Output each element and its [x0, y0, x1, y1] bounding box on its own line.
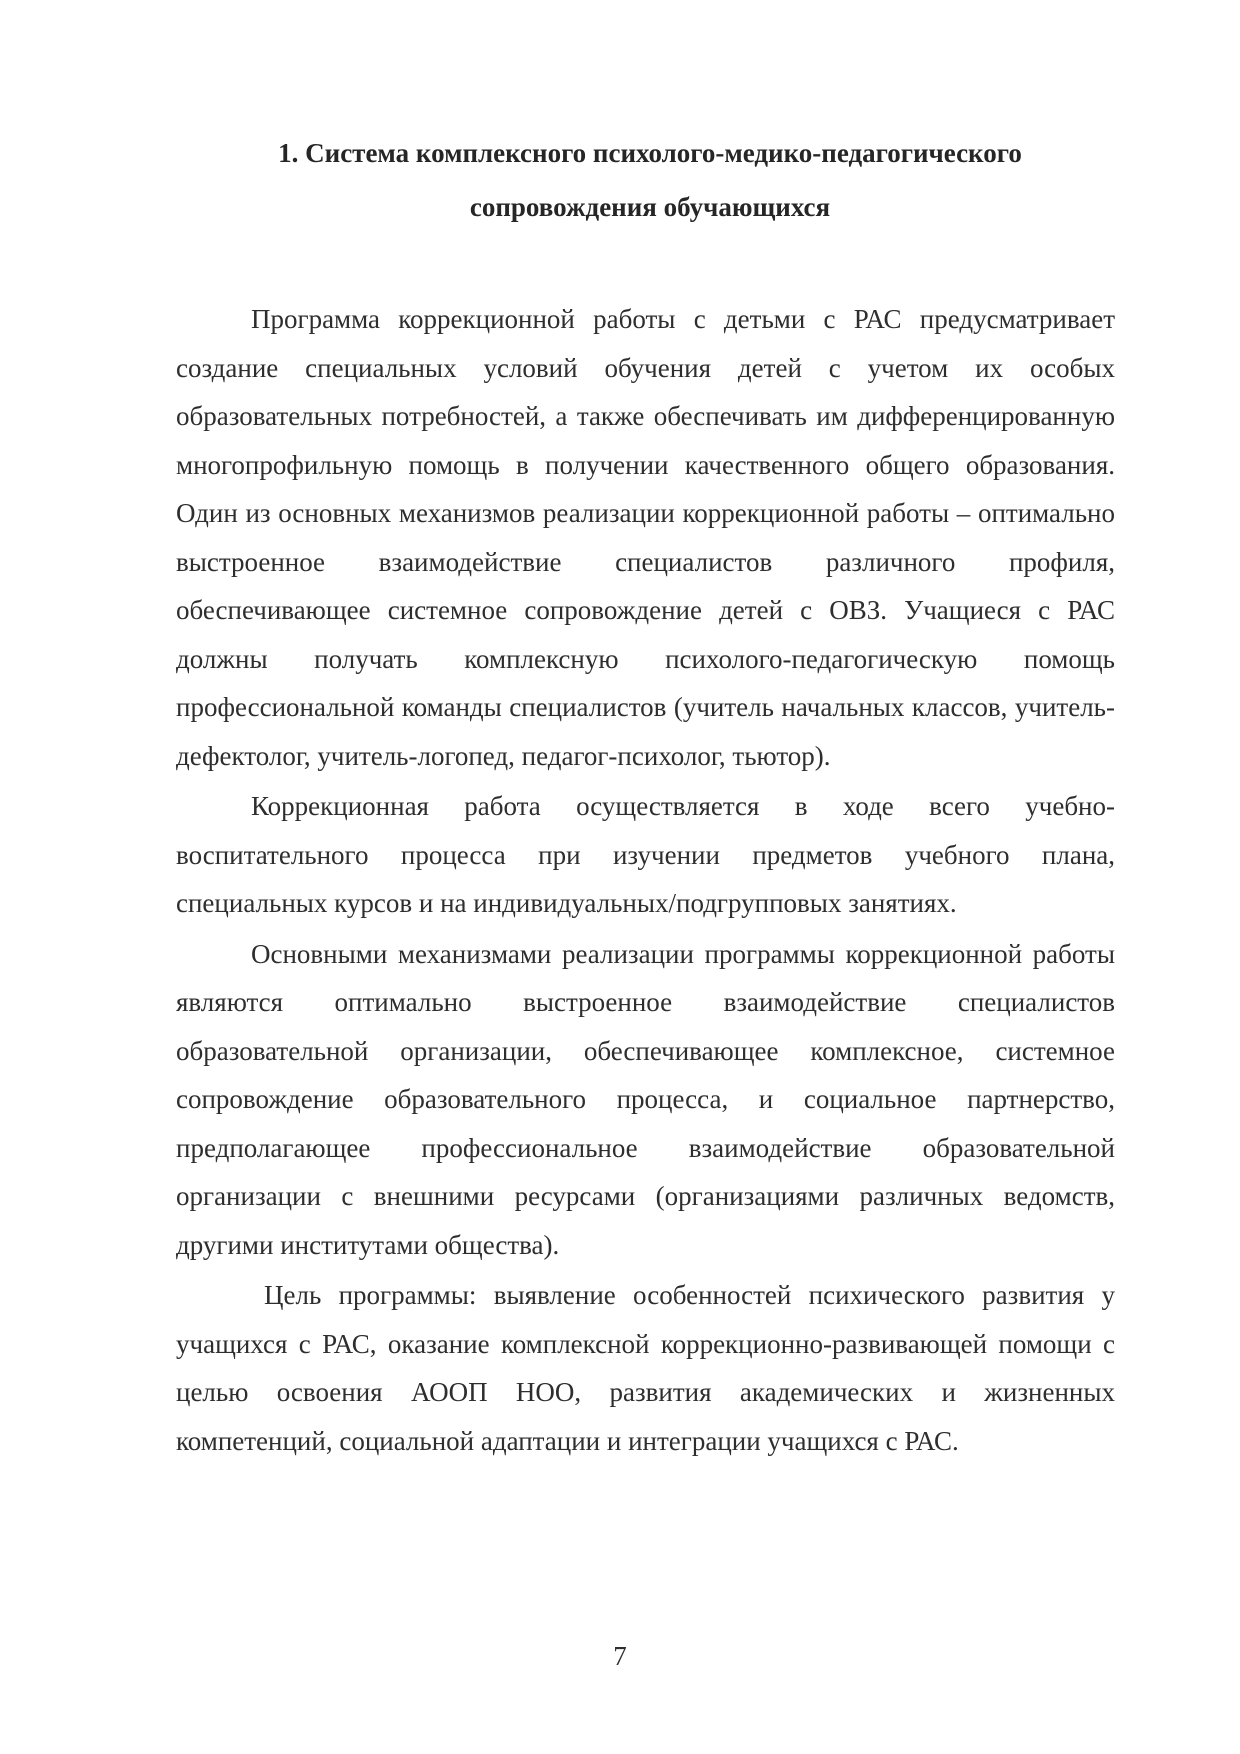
body-text	[176, 295, 1115, 1467]
paragraph-program-goal: Цель программы: выявление особенностей психического развития у учащихся с РАС, оказание комплексной коррекционно-развивающей помощи с целью освоения АООП НОО, развития академических и жизненных компетенций, социальной адаптации и интеграции учащихся с РАС.	[176, 1280, 1115, 1456]
section-heading-line-1: 1. Система комплексного психолого-медико-педагогического	[278, 138, 1022, 169]
paragraph-mechanisms: Основными механизмами реализации программы коррекционной работы являются оптимально выстроенное взаимодействие специалистов образовательной организации, обеспечивающее комплексное, системное сопровождение образовательного процесса, и социальное партнерство, предполагающее профессиональное взаимодействие образовательной организации с внешними ресурсами (организациями различных ведомств, другими институтами общества).	[176, 938, 1115, 1260]
section-heading	[160, 126, 1140, 234]
paragraph-program-overview: Программа коррекционной работы с детьми с РАС предусматривает создание специальных условий обучения детей с учетом их особых образовательных потребностей, а также обеспечивать им дифференцированную многопрофильную помощь в получении качественного общего образования. Один из основных механизмов реализации коррекционной работы – оптимально выстроенное взаимодействие специалистов различного профиля, обеспечивающее системное сопровождение детей с ОВЗ. Учащиеся с РАС должны получать комплексную психолого-педагогическую помощь профессиональной команды специалистов (учитель начальных классов, учитель-дефектолог, учитель-логопед, педагог-психолог, тьютор).	[176, 304, 1115, 771]
page-number: 7	[613, 1641, 627, 1671]
section-heading-line-2: сопровождения обучающихся	[469, 192, 831, 223]
paragraph-correction-work: Коррекционная работа осуществляется в ходе всего учебно-воспитательного процесса при изучении предметов учебного плана, специальных курсов и на индивидуальных/подгрупповых занятиях.	[176, 791, 1115, 918]
